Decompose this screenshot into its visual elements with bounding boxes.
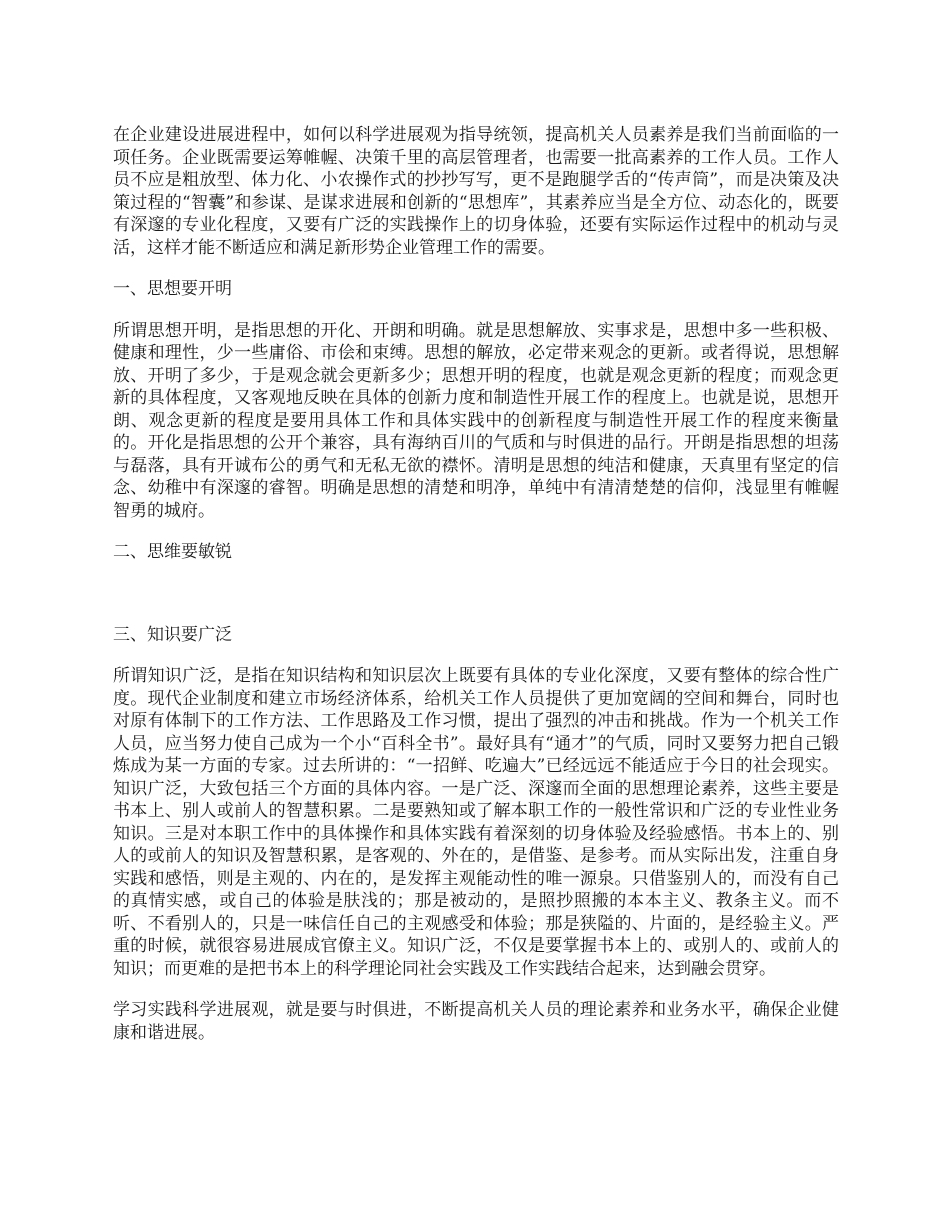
intro-paragraph: 在企业建设进展进程中，如何以科学进展观为指导统领，提高机关人员素养是我们当前面临的一项任务。企业既需要运筹帷幄、决策千里的高层管理者，也需要一批高素养的工作人员。工作人员不应是粗放型、体力化、小农操作式的抄抄写写，更不是跑腿学舌的“传声筒”，而是决策及决策过程的“智囊”和参谋、是谋求进展和创新的“思想库”，其素养应当是全方位、动态化的，既要有深邃的专业化程度，又要有广泛的实践操作上的切身体验，还要有实际运作过程中的机动与灵活，这样才能不断适应和满足新形势企业管理工作的需要。 [113, 125, 839, 258]
section-heading-sharp-thinking: 二、思维要敏锐 [113, 542, 232, 562]
blank-space [113, 583, 839, 624]
section-body-open-mind: 所谓思想开明，是指思想的开化、开朗和明确。就是思想解放、实事求是，思想中多一些积极、健康和理性，少一些庸俗、市侩和束缚。思想的解放，必定带来观念的更新。或者得说，思想解放、开明了多少，于是观念就会更新多少；思想开明的程度，也就是观念更新的程度；而观念更新的具体程度，又客观地反映在具体的创新力度和制造性开展工作的程度上。也就是说，思想开朗、观念更新的程度是要用具体工作和具体实践中的创新程度与制造性开展工作的程度来衡量的。开化是指思想的公开个兼容，具有海纳百川的气质和与时俱进的品行。开朗是指思想的坦荡与磊落，具有开诚布公的勇气和无私无欲的襟怀。清明是思想的纯洁和健康，天真里有坚定的信念、幼稚中有深邃的睿智。明确是思想的清楚和明净，单纯中有清清楚楚的信仰，浅显里有帷幄智勇的城府。 [113, 320, 839, 521]
conclusion-paragraph: 学习实践科学进展观，就是要与时俱进，不断提高机关人员的理论素养和业务水平，确保企业健康和谐进展。 [113, 1000, 839, 1043]
document-page [113, 124, 839, 1063]
section-body-broad-knowledge: 所谓知识广泛，是指在知识结构和知识层次上既要有具体的专业化深度，又要有整体的综合性广度。现代企业制度和建立市场经济体系，给机关工作人员提供了更加宽阔的空间和舞台，同时也对原有体制下的工作方法、工作思路及工作习惯，提出了强烈的冲击和挑战。作为一个机关工作人员，应当努力使自己成为一个小“百科全书”。最好具有“通才”的气质，同时又要努力把自己锻炼成为某一方面的专家。过去所讲的：“一招鲜、吃遍大”已经远远不能适应于今日的社会现实。知识广泛，大致包括三个方面的具体内容。一是广泛、深邃而全面的思想理论素养，这些主要是书本上、别人或前人的智慧积累。二是要熟知或了解本职工作的一般性常识和广泛的专业性业务知识。三是对本职工作中的具体操作和具体实践有着深刻的切身体验及经验感悟。书本上的、别人的或前人的知识及智慧积累，是客观的、外在的，是借鉴、是参考。而从实际出发，注重自身实践和感悟，则是主观的、内在的，是发挥主观能动性的唯一源泉。只借鉴别人的，而没有自己的真情实感，或自己的体验是肤浅的；那是被动的，是照抄照搬的本本主义、教条主义。而不听、不看别人的，只是一味信任自己的主观感受和体验；那是狭隘的、片面的，是经验主义。严重的时候，就很容易进展成官僚主义。知识广泛，不仅是要掌握书本上的、或别人的、或前人的知识；而更难的是把书本上的科学理论同社会实践及工作实践结合起来，达到融会贯穿。 [113, 666, 839, 979]
section-heading-open-mind: 一、思想要开明 [113, 279, 232, 299]
section-heading-broad-knowledge: 三、知识要广泛 [113, 624, 232, 645]
